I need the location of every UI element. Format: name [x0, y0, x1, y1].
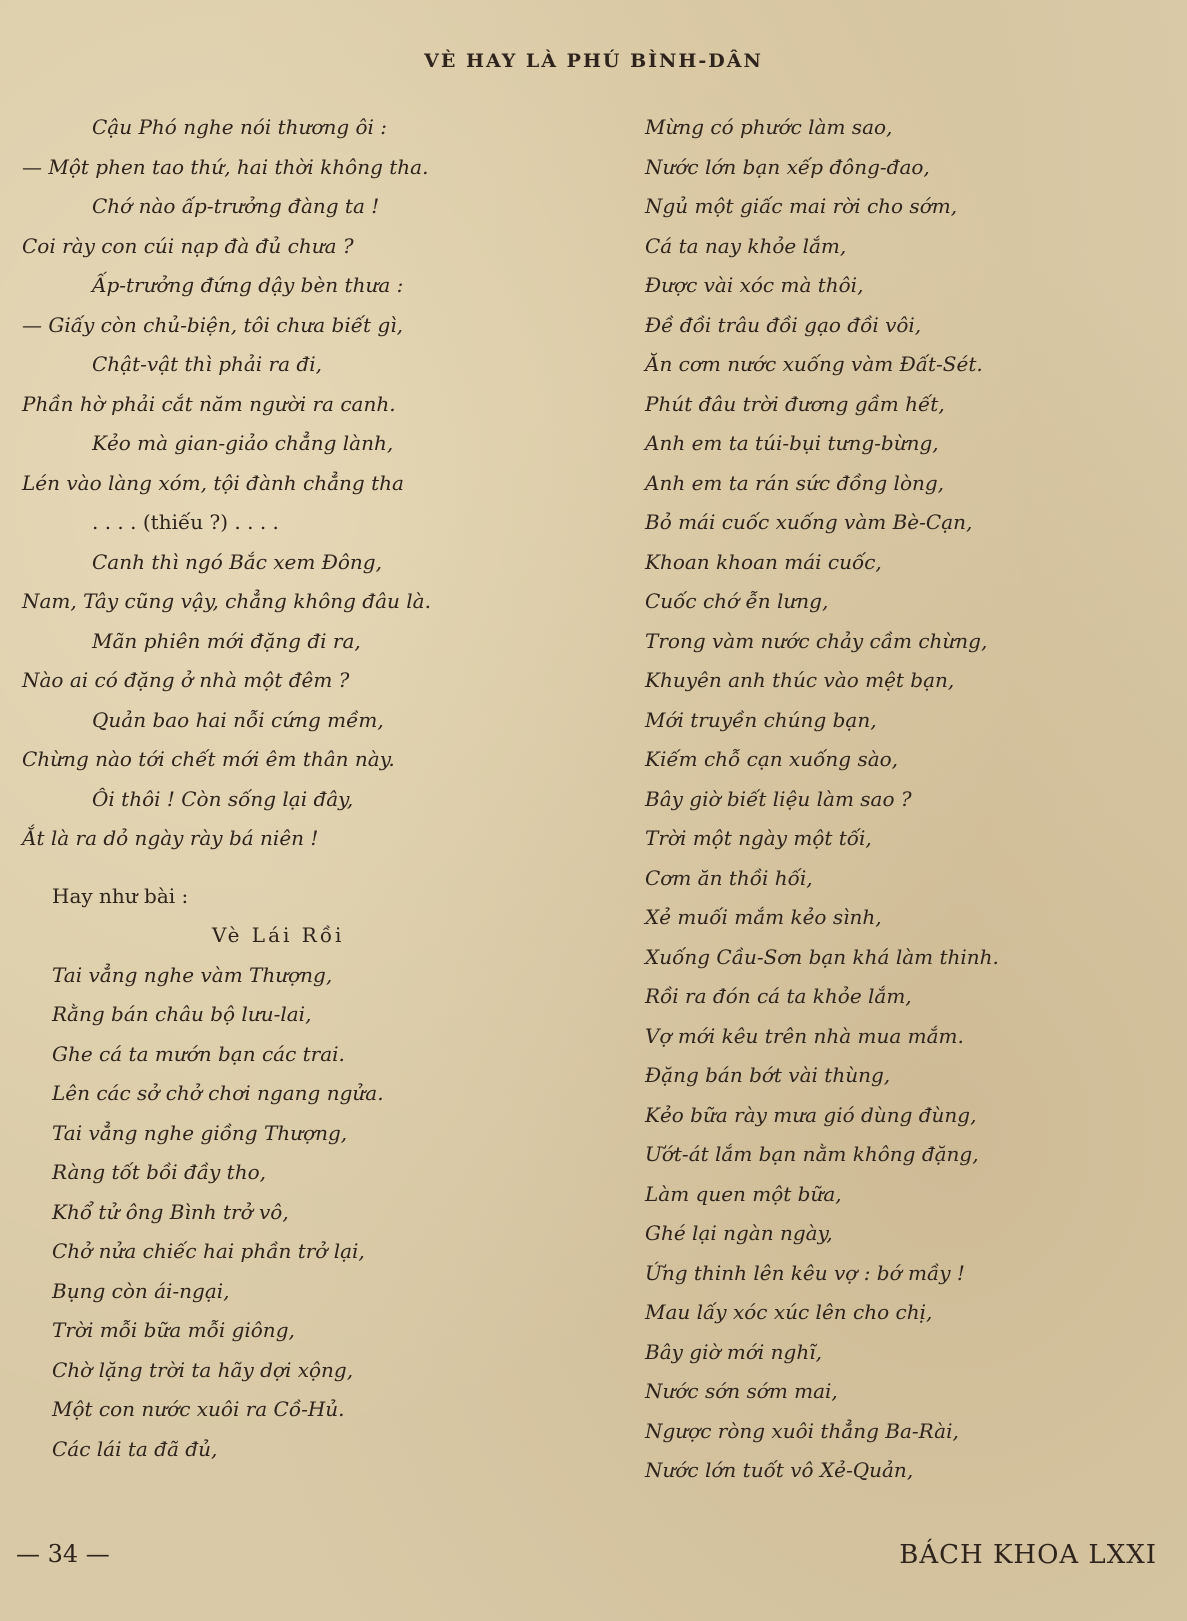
- poem-line: Kẻo bữa rày mưa gió dùng đùng,: [645, 1102, 977, 1127]
- poem-line: Tai vẳng nghe giồng Thượng,: [52, 1120, 348, 1145]
- poem-line: Rồi ra đón cá ta khỏe lắm,: [645, 984, 912, 1008]
- poem-line: Lén vào làng xóm, tội đành chẳng tha: [22, 470, 404, 495]
- poem-line: Đặng bán bớt vài thùng,: [645, 1063, 891, 1087]
- poem-line: Ràng tốt bồi đầy tho,: [52, 1160, 266, 1184]
- poem-line: Khuyên anh thúc vào mệt bạn,: [645, 668, 955, 692]
- poem-line: Ứng thinh lên kêu vợ : bớ mầy !: [645, 1260, 965, 1285]
- ellipsis-line: . . . . (thiếu ?) . . . .: [92, 510, 279, 534]
- poem-line: Ăn cơm nước xuống vàm Đất-Sét.: [645, 352, 983, 376]
- poem-line: Làm quen một bữa,: [645, 1181, 842, 1206]
- poem-line: Ôi thôi ! Còn sống lại đây,: [92, 786, 354, 811]
- poem-line: Trời mỗi bữa mỗi giông,: [52, 1318, 295, 1342]
- poem-line: Cuốc chớ ễn lưng,: [645, 589, 829, 613]
- poem-line: Phút đâu trời đương gầm hết,: [645, 391, 945, 416]
- poem-line: Xuống Cầu-Sơn bạn khá làm thinh.: [645, 944, 999, 969]
- poem-line: Cậu Phó nghe nói thương ôi :: [92, 115, 388, 139]
- poem-line: Ướt-át lắm bạn nằm không đặng,: [645, 1142, 979, 1166]
- poem-heading: Vè Lái Rồi: [212, 923, 345, 947]
- poem-line: Cơm ăn thồi hối,: [645, 865, 813, 890]
- left-column: [22, 108, 612, 1469]
- poem-line: Ghé lại ngàn ngày,: [645, 1221, 833, 1245]
- poem-line: Kẻo mà gian-giảo chẳng lành,: [92, 431, 394, 455]
- poem-line: Đề đồi trâu đồi gạo đồi vôi,: [645, 312, 922, 337]
- right-column: [645, 108, 1175, 1491]
- poem-line: Bụng còn ái-ngại,: [52, 1278, 230, 1303]
- poem-line: Rằng bán châu bộ lưu-lai,: [52, 1002, 312, 1026]
- poem-line: Mới truyền chúng bạn,: [645, 707, 877, 732]
- poem-line: Ghe cá ta mướn bạn các trai.: [52, 1041, 345, 1066]
- poem-line: Chở nửa chiếc hai phần trở lại,: [52, 1239, 365, 1263]
- poem-line: Mau lấy xóc xúc lên cho chị,: [645, 1300, 933, 1324]
- poem-line: Các lái ta đã đủ,: [52, 1436, 218, 1461]
- intro-text: Hay như bài :: [52, 883, 189, 908]
- poem-line: Anh em ta rán sức đồng lòng,: [645, 470, 945, 495]
- poem-line: Bây giờ biết liệu làm sao ?: [645, 786, 912, 811]
- poem-line: Trời một ngày một tối,: [645, 826, 872, 850]
- poem-line: Coi rày con cúi nạp đà đủ chưa ?: [22, 233, 354, 258]
- poem-line: Nam, Tây cũng vậy, chẳng không đâu là.: [22, 589, 431, 613]
- poem-line: Quản bao hai nỗi cứng mềm,: [92, 707, 384, 732]
- poem-line: Ắt là ra dỏ ngày rày bá niên !: [22, 826, 319, 850]
- poem-line: — Giấy còn chủ-biện, tôi chưa biết gì,: [22, 312, 404, 337]
- poem-line: Một con nước xuôi ra Cồ-Hủ.: [52, 1397, 345, 1421]
- page-number: — 34 —: [16, 1540, 110, 1568]
- poem-line: Bỏ mái cuốc xuống vàm Bè-Cạn,: [645, 510, 973, 534]
- poem-line: Vợ mới kêu trên nhà mua mắm.: [645, 1023, 964, 1048]
- poem-line: Tai vẳng nghe vàm Thượng,: [52, 962, 333, 987]
- poem-line: Mãn phiên mới đặng đi ra,: [92, 628, 361, 653]
- poem-line: Khoan khoan mái cuốc,: [645, 549, 882, 574]
- poem-line: Khổ tử ông Bình trở vô,: [52, 1199, 289, 1224]
- poem-line: Anh em ta túi-bụi tưng-bừng,: [645, 431, 939, 455]
- poem-line: Ấp-trưởng đứng dậy bèn thưa :: [92, 273, 404, 297]
- poem-line: Chật-vật thì phải ra đi,: [92, 352, 322, 376]
- poem-line: Chờ lặng trời ta hãy dợi xộng,: [52, 1357, 354, 1382]
- poem-line: Xẻ muối mắm kẻo sình,: [645, 905, 882, 929]
- poem-line: Được vài xóc mà thôi,: [645, 273, 864, 297]
- poem-line: Phần hờ phải cắt năm người ra canh.: [22, 391, 396, 416]
- poem-line: Chừng nào tới chết mới êm thân này.: [22, 747, 395, 771]
- poem-line: Kiếm chỗ cạn xuống sào,: [645, 747, 899, 771]
- poem-line: Lên các sở chở chơi ngang ngửa.: [52, 1081, 384, 1105]
- poem-line: Trong vàm nước chảy cầm chừng,: [645, 628, 988, 653]
- poem-line: Nào ai có đặng ở nhà một đêm ?: [22, 668, 350, 692]
- poem-line: Cá ta nay khỏe lắm,: [645, 233, 847, 258]
- poem-line: Ngược ròng xuôi thẳng Ba-Rài,: [645, 1418, 959, 1443]
- poem-line: Nước lớn tuốt vô Xẻ-Quản,: [645, 1458, 914, 1482]
- poem-line: Mừng có phước làm sao,: [645, 115, 893, 139]
- poem-line: Ngủ một giấc mai rời cho sớm,: [645, 194, 958, 218]
- running-title: VÈ HAY LÀ PHÚ BÌNH-DÂN: [424, 50, 763, 72]
- publication-name: BÁCH KHOA LXXI: [899, 1540, 1157, 1570]
- poem-line: Chớ nào ấp-trưởng đàng ta !: [92, 194, 380, 218]
- poem-line: — Một phen tao thứ, hai thời không tha.: [22, 154, 429, 179]
- poem-line: Canh thì ngó Bắc xem Đông,: [92, 549, 382, 574]
- poem-line: Nước lớn bạn xếp đông-đao,: [645, 154, 930, 179]
- poem-line: Nước sớn sớm mai,: [645, 1379, 838, 1403]
- poem-line: Bây giờ mới nghĩ,: [645, 1339, 822, 1364]
